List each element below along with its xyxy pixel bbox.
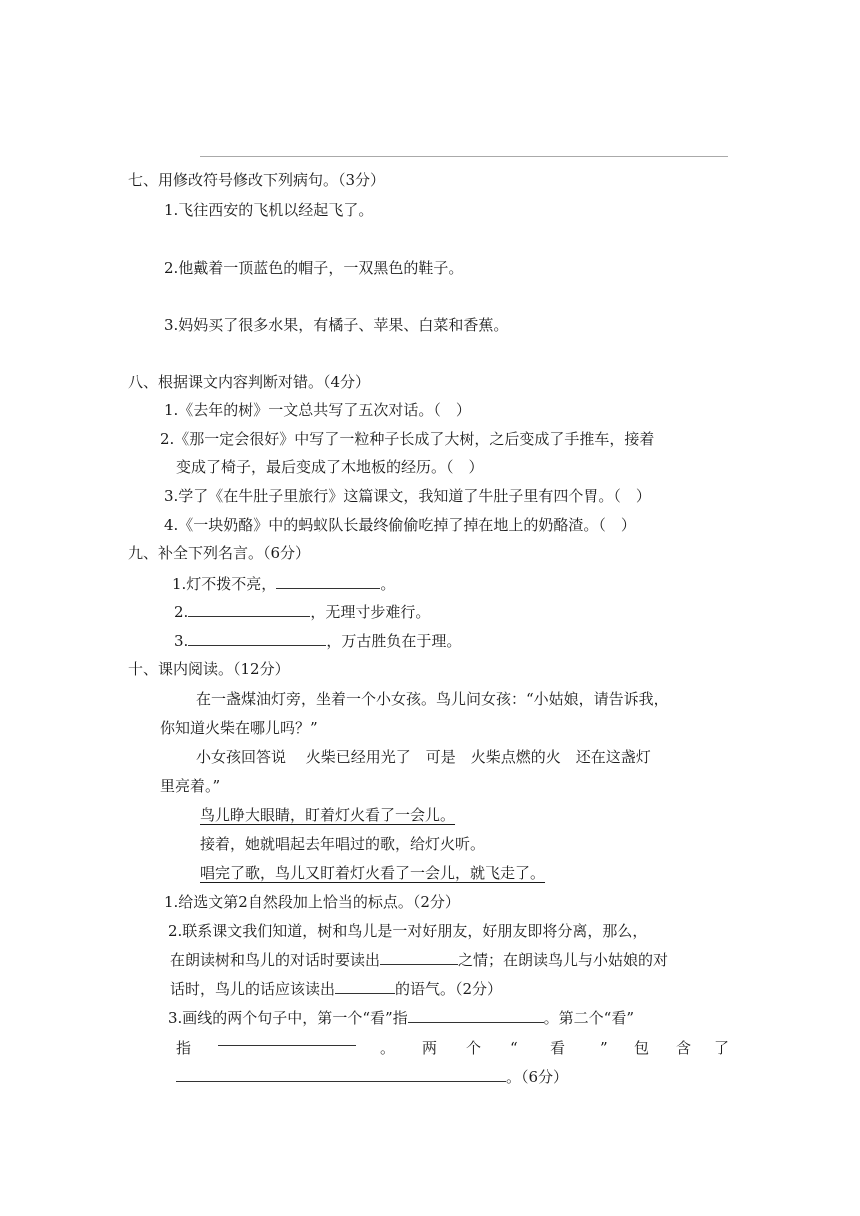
s8-item-2a: 2.《那一定会很好》中写了一粒种子长成了大树，之后变成了手推车，接着 (160, 430, 655, 448)
s10-q3b-blank[interactable] (218, 1045, 356, 1046)
s9-q2-blank[interactable] (188, 602, 310, 617)
passage-p5-underlined: 唱完了歌，鸟儿又盯着灯火看了一会儿，就飞走了。 (200, 864, 546, 882)
s8-item-1: 1.《去年的树》一文总共写了五次对话。（ ） (164, 401, 471, 419)
s10-q3b-w5: “ (510, 1039, 518, 1057)
s10-q2c-suffix: 的语气。（2分） (395, 980, 503, 998)
s10-q2b-prefix: 在朗读树和鸟儿的对话时要读出 (170, 951, 381, 969)
s10-q1: 1.给选文第2自然段加上恰当的标点。（2分） (164, 893, 460, 911)
s9-q2-suffix: ，无理寸步难行。 (310, 603, 431, 621)
s9-item-2 (174, 602, 430, 622)
s8-item-2b: 变成了椅子，最后变成了木地板的经历。（ ） (176, 458, 484, 476)
s9-item-1 (172, 574, 395, 594)
s10-q3c-blank[interactable] (176, 1067, 506, 1082)
s8-item-4: 4.《一块奶酪》中的蚂蚁队长最终偷偷吃掉了掉在地上的奶酪渣。（ ） (164, 516, 636, 534)
s10-q3b-w2: 。 (380, 1039, 396, 1057)
s10-q2b-blank[interactable] (380, 950, 458, 965)
s10-q3b-w3: 两 (422, 1039, 438, 1057)
s10-q3a-blank[interactable] (408, 1008, 544, 1023)
s10-q3a-suffix: 。第二个“看” (543, 1009, 634, 1027)
s7-item-3: 3.妈妈买了很多水果，有橘子、苹果、白菜和香蕉。 (164, 316, 509, 334)
s9-q1-prefix: 1.灯不拨不亮， (172, 575, 277, 593)
s10-q3b-w9: 含 (676, 1039, 692, 1057)
s9-q1-blank[interactable] (276, 574, 380, 589)
s10-q2c-prefix: 话时，鸟儿的话应该读出 (170, 980, 336, 998)
s10-q2b (170, 950, 668, 970)
s10-q3b-w4: 个 (466, 1039, 482, 1057)
section-10-heading: 十、课内阅读。（12分） (128, 660, 290, 678)
s7-item-1: 1.飞往西安的飞机以经起飞了。 (164, 201, 374, 219)
s9-q2-prefix: 2. (174, 603, 189, 621)
s10-q2a: 2.联系课文我们知道，树和鸟儿是一对好朋友，好朋友即将分离，那么， (168, 922, 648, 940)
s10-q2c-blank[interactable] (335, 979, 395, 994)
s10-q3a (168, 1008, 634, 1028)
s9-item-3 (174, 631, 461, 651)
header-rule (200, 156, 728, 157)
passage-p3-underlined: 鸟儿睁大眼睛，盯着灯火看了一会儿。 (200, 806, 456, 824)
passage-p2a: 小女孩回答说 火柴已经用光了 可是 火柴点燃的火 还在这盏灯 (196, 748, 651, 766)
s7-item-2: 2.他戴着一顶蓝色的帽子，一双黑色的鞋子。 (164, 259, 464, 277)
s9-q3-suffix: ，万古胜负在于理。 (326, 632, 462, 650)
s10-q3c (176, 1067, 568, 1087)
s9-q1-suffix: 。 (380, 575, 396, 593)
s10-q3b-w7: ” (600, 1039, 608, 1057)
s10-q3b-w8: 包 (634, 1039, 650, 1057)
s9-q3-blank[interactable] (188, 631, 326, 646)
passage-p4: 接着，她就唱起去年唱过的歌，给灯火听。 (200, 835, 486, 853)
section-7-heading: 七、用修改符号修改下列病句。（3分） (128, 171, 386, 189)
section-9-heading: 九、补全下列名言。（6分） (128, 544, 311, 562)
s10-q3c-suffix: 。（6分） (506, 1068, 569, 1086)
passage-p2b: 里亮着。” (160, 777, 221, 795)
s8-item-3: 3.学了《在牛肚子里旅行》这篇课文，我知道了牛肚子里有四个胃。（ ） (164, 487, 651, 505)
section-8-heading: 八、根据课文内容判断对错。（4分） (128, 373, 371, 391)
s10-q2c (170, 979, 502, 999)
s9-q3-prefix: 3. (174, 632, 189, 650)
s10-q3b-w10: 了 (714, 1039, 730, 1057)
s10-q3a-prefix: 3.画线的两个句子中，第一个“看”指 (168, 1009, 408, 1027)
s10-q3b-w6: 看 (550, 1039, 566, 1057)
passage-p1a: 在一盏煤油灯旁，坐着一个小女孩。鸟儿问女孩：“小姑娘，请告诉我， (196, 690, 669, 708)
s10-q3b-w1: 指 (176, 1039, 192, 1057)
passage-p1b: 你知道火柴在哪儿吗？” (160, 719, 318, 737)
s10-q2b-suffix: 之情；在朗读鸟儿与小姑娘的对 (458, 951, 669, 969)
